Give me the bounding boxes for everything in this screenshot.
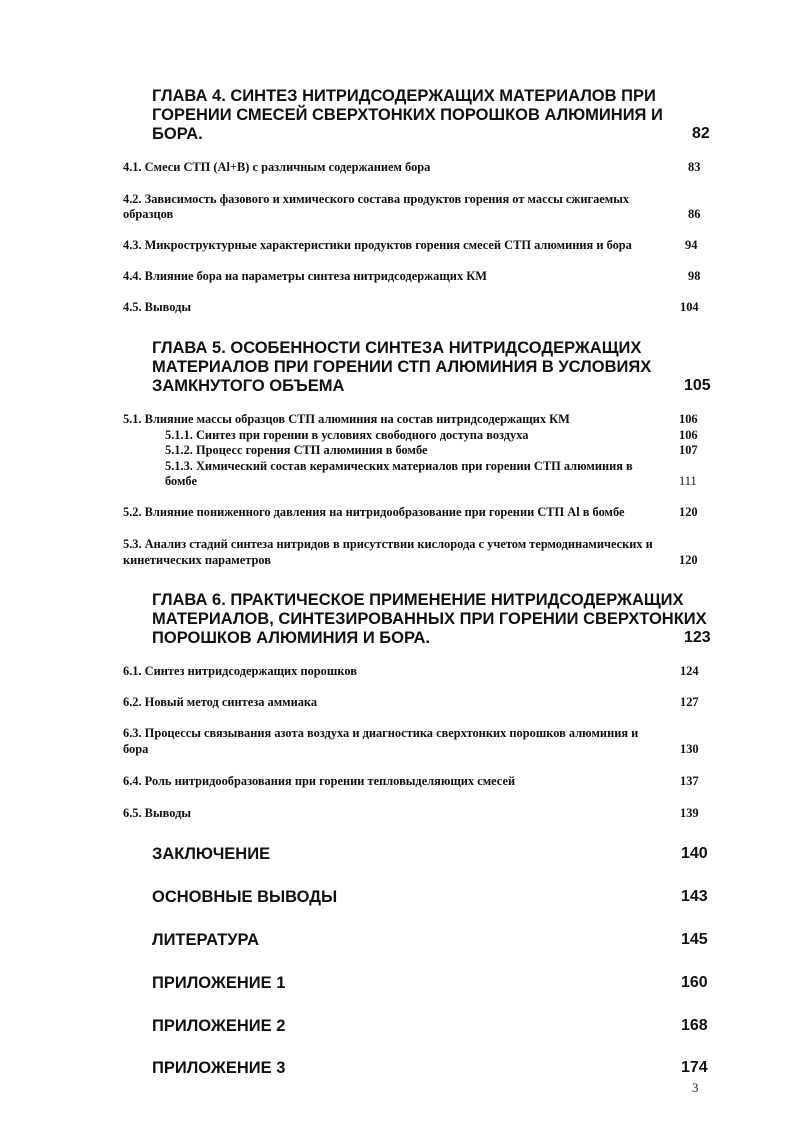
toc-page-6-1: 124 — [680, 664, 699, 678]
toc-page-5-1: 106 — [679, 412, 698, 426]
section-literature: ЛИТЕРАТУРА — [152, 931, 259, 949]
section-conclusion: ЗАКЛЮЧЕНИЕ — [152, 845, 271, 863]
toc-page-4-3: 94 — [685, 238, 698, 252]
toc-page-4-1: 83 — [688, 160, 701, 174]
toc-page-5-1-2: 107 — [679, 443, 698, 457]
toc-item-6-5: 6.5. Выводы — [123, 806, 192, 820]
toc-item-4-1: 4.1. Смеси СТП (Al+B) с различным содержанием бора — [123, 160, 431, 174]
page-number: 3 — [692, 1080, 699, 1095]
chapter-6-page: 123 — [684, 629, 711, 646]
toc-item-4-2: 4.2. Зависимость фазового и химического состава продуктов горения от массы сжигаемых — [123, 192, 630, 206]
section-appendix-1-page: 160 — [681, 974, 708, 991]
section-appendix-2-page: 168 — [681, 1017, 708, 1034]
toc-page-6-5: 139 — [680, 806, 699, 820]
chapter-6-title-line: ГЛАВА 6. ПРАКТИЧЕСКОЕ ПРИМЕНЕНИЕ НИТРИДСОДЕРЖАЩИХ — [152, 591, 684, 609]
toc-item-6-2: 6.2. Новый метод синтеза аммиака — [123, 695, 318, 709]
toc-item-5-1-2: 5.1.2. Процесс горения СТП алюминия в бомбе — [165, 443, 428, 457]
chapter-6-title-line: МАТЕРИАЛОВ, СИНТЕЗИРОВАННЫХ ПРИ ГОРЕНИИ СВЕРХТОНКИХ — [152, 610, 707, 628]
chapter-4-title-line: ГОРЕНИИ СМЕСЕЙ СВЕРХТОНКИХ ПОРОШКОВ АЛЮМИНИЯ И — [152, 106, 663, 124]
chapter-5-page: 105 — [684, 377, 711, 394]
toc-item-5-3: 5.3. Анализ стадий синтеза нитридов в присутствии кислорода с учетом термодинамических и — [123, 537, 653, 551]
toc-item-6-3: 6.3. Процессы связывания азота воздуха и диагностика сверхтонких порошков алюминия и — [123, 726, 639, 740]
section-appendix-3: ПРИЛОЖЕНИЕ 3 — [152, 1059, 286, 1077]
toc-item-6-1: 6.1. Синтез нитридсодержащих порошков — [123, 664, 357, 678]
toc-item-6-4: 6.4. Роль нитридообразования при горении тепловыделяющих смесей — [123, 774, 516, 788]
section-appendix-1: ПРИЛОЖЕНИЕ 1 — [152, 974, 286, 992]
chapter-4-title-line: ГЛАВА 4. СИНТЕЗ НИТРИДСОДЕРЖАЩИХ МАТЕРИАЛОВ ПРИ — [152, 87, 656, 105]
toc-item-4-4: 4.4. Влияние бора на параметры синтеза нитридсодержащих КМ — [123, 269, 487, 283]
toc-page-5-1-3: 111 — [679, 474, 697, 488]
toc-page-4-4: 98 — [688, 269, 701, 283]
toc-page-5-1-1: 106 — [679, 428, 698, 442]
toc-page-4-5: 104 — [680, 300, 699, 314]
toc-page-4-2: 86 — [688, 207, 701, 221]
section-main-conclusions: ОСНОВНЫЕ ВЫВОДЫ — [152, 888, 338, 906]
chapter-6-title-line: ПОРОШКОВ АЛЮМИНИЯ И БОРА. — [152, 629, 431, 647]
toc-item-4-2-cont: образцов — [123, 207, 174, 221]
toc-page-6-3: 130 — [680, 742, 699, 756]
toc-item-5-1: 5.1. Влияние массы образцов СТП алюминия на состав нитридсодержащих КМ — [123, 412, 570, 426]
toc-item-5-3-cont: кинетических параметров — [123, 553, 271, 567]
section-literature-page: 145 — [681, 931, 708, 948]
toc-page-6-4: 137 — [680, 774, 699, 788]
toc-item-5-1-1: 5.1.1. Синтез при горении в условиях свободного доступа воздуха — [165, 428, 529, 442]
chapter-4-title-line: БОРА. — [152, 125, 203, 143]
chapter-5-title-line: ЗАМКНУТОГО ОБЪЕМА — [152, 377, 345, 395]
toc-item-5-2: 5.2. Влияние пониженного давления на нитридообразование при горении СТП Al в бомбе — [123, 505, 625, 519]
section-conclusion-page: 140 — [681, 845, 708, 862]
toc-item-6-3-cont: бора — [123, 742, 149, 756]
chapter-4-page: 82 — [692, 125, 710, 142]
toc-page-6-2: 127 — [680, 695, 699, 709]
toc-item-4-3: 4.3. Микроструктурные характеристики продуктов горения смесей СТП алюминия и бора — [123, 238, 632, 252]
toc-item-5-1-3: 5.1.3. Химический состав керамических материалов при горении СТП алюминия в — [165, 459, 633, 473]
chapter-5-title-line: ГЛАВА 5. ОСОБЕННОСТИ СИНТЕЗА НИТРИДСОДЕРЖАЩИХ — [152, 339, 642, 357]
toc-item-4-5: 4.5. Выводы — [123, 300, 192, 314]
toc-page-5-3: 120 — [679, 553, 698, 567]
section-appendix-3-page: 174 — [681, 1059, 708, 1076]
section-main-conclusions-page: 143 — [681, 888, 708, 905]
toc-item-5-1-3-cont: бомбе — [165, 474, 197, 488]
toc-page-5-2: 120 — [679, 505, 698, 519]
section-appendix-2: ПРИЛОЖЕНИЕ 2 — [152, 1017, 286, 1035]
chapter-5-title-line: МАТЕРИАЛОВ ПРИ ГОРЕНИИ СТП АЛЮМИНИЯ В УСЛОВИЯХ — [152, 358, 652, 376]
